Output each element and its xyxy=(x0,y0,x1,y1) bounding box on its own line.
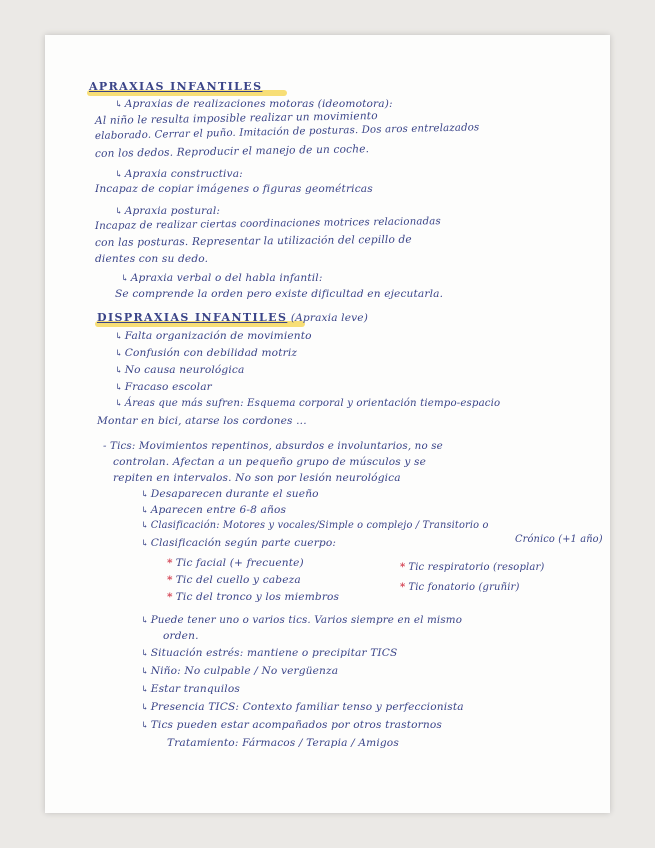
curved-arrow-icon: ↳ xyxy=(141,685,149,695)
bullet-line: ↳ Desaparecen durante el sueño xyxy=(141,488,319,500)
bullet-line: ↳ Tics pueden estar acompañados por otros trastornos xyxy=(141,719,442,731)
text-line: dientes con su dedo. xyxy=(95,253,209,265)
notebook-page xyxy=(45,35,610,813)
text-line: Incapaz de copiar imágenes o figuras geométricas xyxy=(95,183,373,195)
text-line: Se comprende la orden pero existe dificultad en ejecutarla. xyxy=(115,288,444,300)
section-title-apraxias: APRAXIAS INFANTILES xyxy=(89,80,263,93)
text-line: elaborado. Cerrar el puño. Imitación de posturas. Dos aros entrelazados xyxy=(94,122,480,142)
curved-arrow-icon: ↳ xyxy=(115,332,123,342)
bullet-line: ↳ Situación estrés: mantiene o precipitar TICS xyxy=(141,647,398,659)
curved-arrow-icon: ↳ xyxy=(141,667,149,677)
section-subtitle: (Apraxia leve) xyxy=(290,312,368,324)
asterisk-icon: * xyxy=(167,574,173,586)
bullet-line: ↳ No causa neurológica xyxy=(115,364,245,376)
text-line: - Tics: Movimientos repentinos, absurdos e involuntarios, no se xyxy=(103,440,443,452)
section-title-row xyxy=(97,311,368,324)
text-line: con las posturas. Representar la utilización del cepillo de xyxy=(94,233,412,249)
bullet-line: ↳ Apraxias de realizaciones motoras (ideomotora): xyxy=(115,98,393,110)
bullet-line: ↳ Apraxia postural: xyxy=(115,205,221,217)
text-line: controlan. Afectan a un pequeño grupo de músculos y se xyxy=(113,456,427,468)
bullet-line: ↳ Fracaso escolar xyxy=(115,381,212,393)
curved-arrow-icon: ↳ xyxy=(141,649,149,659)
curved-arrow-icon: ↳ xyxy=(115,207,123,217)
curved-arrow-icon: ↳ xyxy=(115,170,123,180)
bullet-line: ↳ Clasificación: Motores y vocales/Simple o complejo / Transitorio o xyxy=(141,520,489,531)
curved-arrow-icon: ↳ xyxy=(115,399,123,409)
tic-item: * Tic facial (+ frecuente) xyxy=(167,557,304,569)
bullet-line: ↳ Puede tener uno o varios tics. Varios siempre en el mismo xyxy=(141,614,463,626)
bullet-line: ↳ Apraxia constructiva: xyxy=(115,168,243,180)
bullet-line: ↳ Aparecen entre 6-8 años xyxy=(141,504,287,516)
curved-arrow-icon: ↳ xyxy=(141,490,149,500)
curved-arrow-icon: ↳ xyxy=(141,721,149,731)
bullet-line: ↳ Falta organización de movimiento xyxy=(115,330,312,342)
tic-item: * Tic fonatorio (gruñir) xyxy=(400,582,520,593)
tic-item: * Tic del tronco y los miembros xyxy=(167,591,340,603)
text-line: repiten en intervalos. No son por lesión neurológica xyxy=(113,472,401,484)
asterisk-icon: * xyxy=(400,582,406,593)
curved-arrow-icon: ↳ xyxy=(115,349,123,359)
asterisk-icon: * xyxy=(167,557,173,569)
text-line: orden. xyxy=(163,630,199,642)
bullet-line: ↳ Presencia TICS: Contexto familiar tenso y perfeccionista xyxy=(141,701,464,713)
curved-arrow-icon: ↳ xyxy=(115,366,123,376)
curved-arrow-icon: ↳ xyxy=(141,506,149,516)
curved-arrow-icon: ↳ xyxy=(141,703,149,713)
bullet-line: ↳ Niño: No culpable / No vergüenza xyxy=(141,665,339,677)
curved-arrow-icon: ↳ xyxy=(121,274,129,284)
text-line: Crónico (+1 año) xyxy=(515,534,603,545)
tic-item: * Tic del cuello y cabeza xyxy=(167,574,301,586)
asterisk-icon: * xyxy=(167,591,173,603)
curved-arrow-icon: ↳ xyxy=(141,521,149,531)
text-line: Al niño le resulta imposible realizar un movimiento xyxy=(94,110,378,127)
curved-arrow-icon: ↳ xyxy=(115,383,123,393)
text-line: Incapaz de realizar ciertas coordinaciones motrices relacionadas xyxy=(94,216,441,232)
bullet-line: ↳ Clasificación según parte cuerpo: xyxy=(141,537,337,549)
bullet-line: ↳ Áreas que más sufren: Esquema corporal y orientación tiempo-espacio xyxy=(115,398,501,409)
tic-item: * Tic respiratorio (resoplar) xyxy=(400,562,545,573)
text-line: con los dedos. Reproducir el manejo de un coche. xyxy=(94,143,370,160)
section-title-dispraxias: DISPRAXIAS INFANTILES xyxy=(97,311,288,324)
curved-arrow-icon: ↳ xyxy=(141,539,149,549)
bullet-line: ↳ Estar tranquilos xyxy=(141,683,240,695)
curved-arrow-icon: ↳ xyxy=(141,616,149,626)
bullet-line: ↳ Apraxia verbal o del habla infantil: xyxy=(121,272,323,284)
text-line: Montar en bici, atarse los cordones ... xyxy=(97,415,307,427)
asterisk-icon: * xyxy=(400,562,406,573)
bullet-line: ↳ Confusión con debilidad motriz xyxy=(115,347,298,359)
text-line: Tratamiento: Fármacos / Terapia / Amigos xyxy=(167,737,399,749)
curved-arrow-icon: ↳ xyxy=(115,100,123,110)
